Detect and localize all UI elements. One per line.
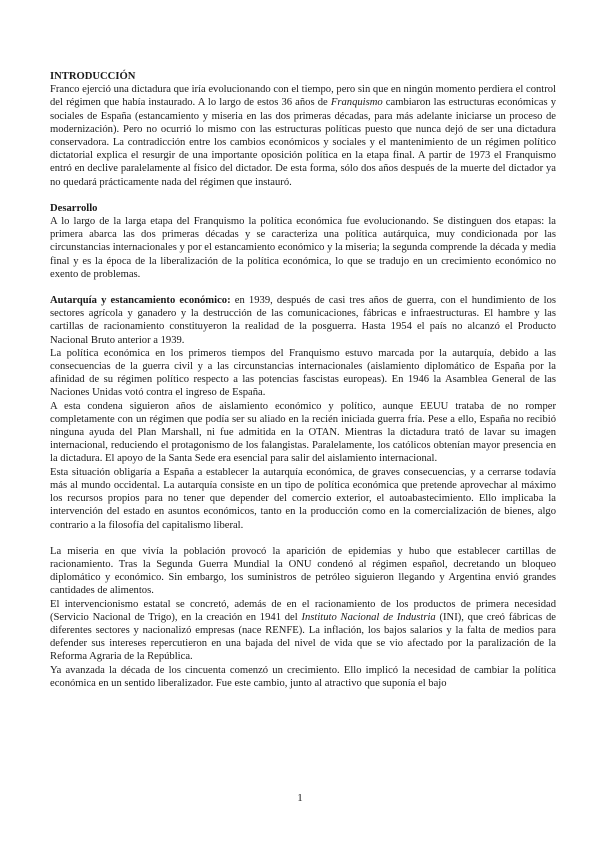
miseria-paragraph-2: El intervencionismo estatal se concretó, además de en el racionamiento de los productos de primera necesidad (Servicio Nacional de Trigo), en la creación en 1941 del Instituto Nacional de Industria (INI), que creó fábricas de diferentes sectores y nacionalizó empresas (nace RENFE). La inflación, los bajos salarios y la falta de medios para defender sus intereses repercutieron en una bajada del nivel de vida que se vio afectado por la paralización de la Reforma Agraria de la República. [50,598,556,663]
page-number: 1 [297,792,303,804]
autarquia-paragraph-1: Autarquía y estancamiento económico: en 1939, después de casi tres años de guerra, con el hundimiento de los sectores agrícola y ganadero y la destrucción de las comunicaciones, fábricas e infraestructuras. El hambre y las cartillas de racionamiento constituyeron la realidad de la posguerra. Hasta 1954 el país no alcanzó el Producto Nacional Bruto anterior a 1939. [50,295,556,346]
desarrollo-heading: Desarrollo [50,202,98,214]
intro-heading: INTRODUCCIÓN [50,71,136,82]
autarquia-paragraph-3: A esta condena siguieron años de aislamiento económico y político, aunque EEUU trataba de no romper completamente con un régimen que podía ser su aliado en la recién iniciada guerra fría. Pese a ello, España no recibió ninguna ayuda del Plan Marshall, ni fue admitida en la OTAN. Mientras la dictadura trató de lavar su imagen internacional, reduciendo el protagonismo de los falangistas. Paralelamente, los católicos obtenían mayor presencia en la dictadura. El apoyo de la Santa Sede era esencial para salir del aislamiento internacional. [50,400,556,465]
intro-paragraph: Franco ejerció una dictadura que iría evolucionando con el tiempo, pero sin que en ningún momento perdiera el control del régimen que había instaurado. A lo largo de estos 36 años de Franquismo cambiaron las estructuras económicas y sociales de España (estancamiento y miseria en las dos primeras décadas, para más adelante iniciarse un proceso de modernización). Pero no ocurrió lo mismo con las estructuras políticas puesto que nunca dejó de ser una dictadura conservadora. La contradicción entre los cambios económicos y sociales y el mantenimiento de un régimen político dictatorial explica el resurgir de una importante oposición política en la etapa final. A partir de 1973 el Franquismo entró en declive paralelamente al físico del dictador. De esta forma, sólo dos años después de la muerte del dictador ya no quedará prácticamente nada del régimen que instauró. [50,84,556,188]
ini-emphasis: Instituto Nacional de Industria [301,611,436,623]
autarquia-paragraph-2: La política económica en los primeros tiempos del Franquismo estuvo marcada por la autarquía, debido a las consecuencias de la guerra civil y a las circunstancias internacionales (aislamiento diplomático de España por la afinidad de su régimen político respecto a las potencias fascistas europeas). En 1946 la Asamblea General de las Naciones Unidas votó contra el ingreso de España. [50,347,556,399]
autarquia-lead: Autarquía y estancamiento económico: [50,295,231,307]
autarquia-paragraph-4: Esta situación obligaría a España a establecer la autarquía económica, de graves consecuencias, y a cerrarse todavía más al mundo occidental. La autarquía consiste en un tipo de política económica que pretende aprovechar al máximo los recursos propios para no tener que depender del comercio exterior, el autoabastecimiento. Ello implicaba la intervención del estado en asuntos económicos, tanto en la producción como en la comercialización de bienes, algo contrario a la filosofía del capitalismo liberal. [50,466,556,531]
desarrollo-paragraph: A lo largo de la larga etapa del Franquismo la política económica fue evolucionando. Se distinguen dos etapas: la primera abarca las dos primeras décadas y se caracteriza una política autárquica, muy condicionada por las circunstancias internacionales y por el estancamiento económico y la miseria; la segunda comprende la década y media final y es la época de la liberalización de la política económica, lo que se tradujo en un crecimiento económico no exento de problemas. [50,216,556,280]
franquismo-emphasis: Franquismo [330,97,383,109]
miseria-paragraph-1: La miseria en que vivía la población provocó la aparición de epidemias y hubo que establecer cartillas de racionamiento. Tras la Segunda Guerra Mundial la ONU condenó al régimen español, decretando un bloqueo diplomático y económico. Sin embargo, los suministros de petróleo siguieron llegando y Argentina envió grandes cantidades de alimentos. [50,545,556,597]
document-page [50,70,556,690]
miseria-paragraph-3: Ya avanzada la década de los cincuenta comenzó un crecimiento. Ello implicó la necesidad de cambiar la política económica en un sentido liberalizador. Fue este cambio, junto al atractivo que suponía el bajo [50,664,556,689]
